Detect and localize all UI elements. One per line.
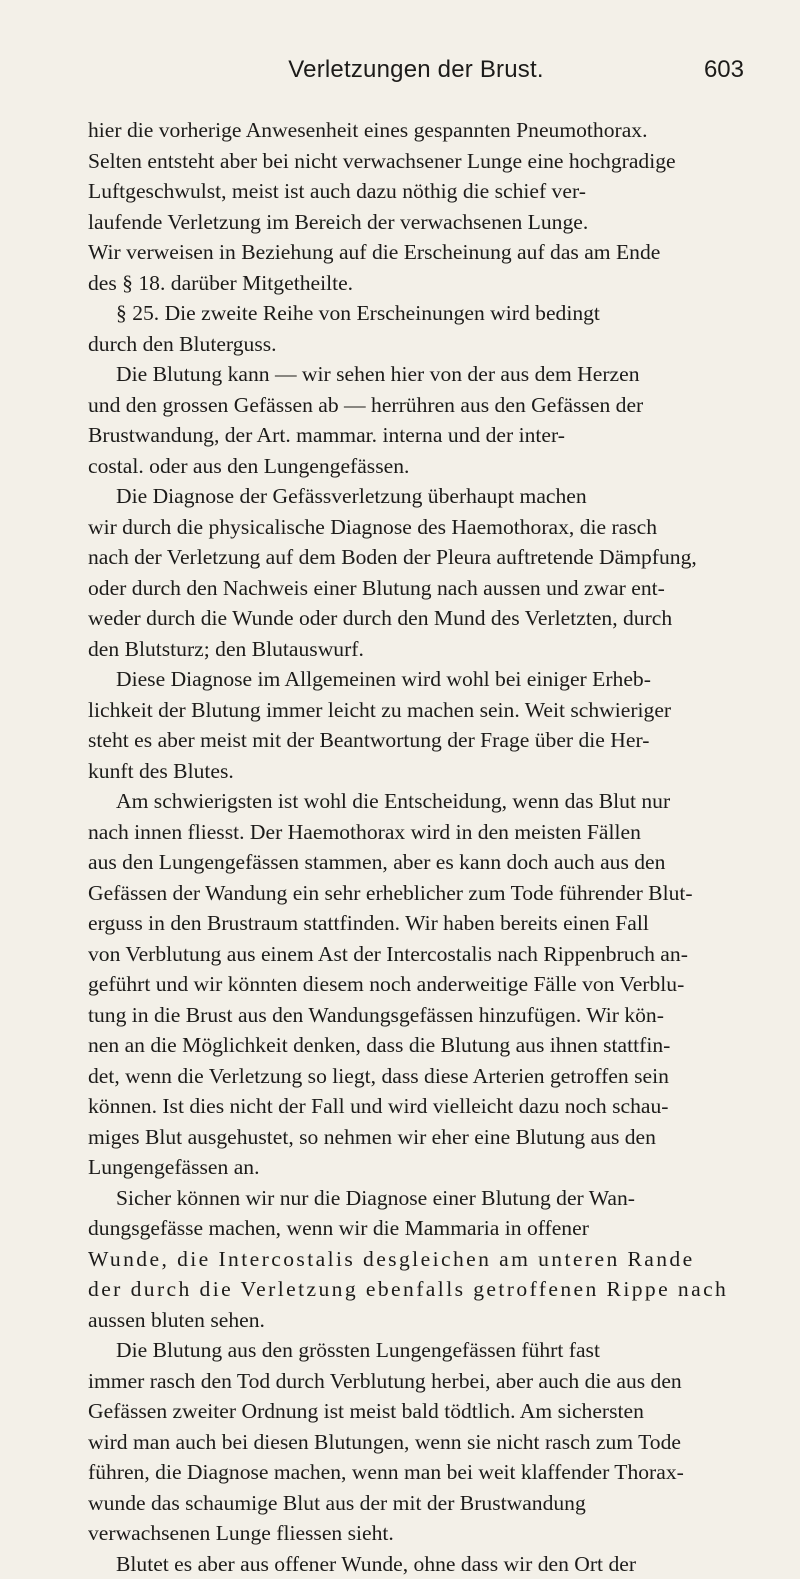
text-line: nach der Verletzung auf dem Boden der Pleura auftretende Dämpfung, bbox=[88, 542, 756, 573]
text-line: führen, die Diagnose machen, wenn man bei weit klaffender Thorax- bbox=[88, 1457, 756, 1488]
text-line: aus den Lungengefässen stammen, aber es kann doch auch aus den bbox=[88, 847, 756, 878]
text-line: wunde das schaumige Blut aus der mit der Brustwandung bbox=[88, 1488, 756, 1519]
text-line: Gefässen zweiter Ordnung ist meist bald tödtlich. Am sichersten bbox=[88, 1396, 756, 1427]
body-text bbox=[88, 115, 756, 1579]
text-line: Lungengefässen an. bbox=[88, 1152, 756, 1183]
text-line: miges Blut ausgehustet, so nehmen wir eher eine Blutung aus den bbox=[88, 1122, 756, 1153]
text-line: erguss in den Brustraum stattfinden. Wir haben bereits einen Fall bbox=[88, 908, 756, 939]
paragraph-start: Sicher können wir nur die Diagnose einer Blutung der Wan- bbox=[88, 1183, 756, 1214]
text-line: Gefässen der Wandung ein sehr erheblicher zum Tode führender Blut- bbox=[88, 878, 756, 909]
text-line: lichkeit der Blutung immer leicht zu machen sein. Weit schwieriger bbox=[88, 695, 756, 726]
text-line: wir durch die physicalische Diagnose des Haemothorax, die rasch bbox=[88, 512, 756, 543]
text-line: Wir verweisen in Beziehung auf die Erscheinung auf das am Ende bbox=[88, 237, 756, 268]
text-line: weder durch die Wunde oder durch den Mund des Verletzten, durch bbox=[88, 603, 756, 634]
text-line: durch den Bluterguss. bbox=[88, 329, 756, 360]
text-line: können. Ist dies nicht der Fall und wird vielleicht dazu noch schau- bbox=[88, 1091, 756, 1122]
text-line: Wunde, die Intercostalis desgleichen am unteren Rande bbox=[88, 1244, 756, 1275]
page-number: 603 bbox=[704, 56, 744, 84]
text-line: Luftgeschwulst, meist ist auch dazu nöthig die schief ver- bbox=[88, 176, 756, 207]
text-line: des § 18. darüber Mitgetheilte. bbox=[88, 268, 756, 299]
text-line: kunft des Blutes. bbox=[88, 756, 756, 787]
text-line: der durch die Verletzung ebenfalls getroffenen Rippe nach bbox=[88, 1274, 756, 1305]
text-line: costal. oder aus den Lungengefässen. bbox=[88, 451, 756, 482]
text-line: hier die vorherige Anwesenheit eines gespannten Pneumothorax. bbox=[88, 115, 756, 146]
text-line: laufende Verletzung im Bereich der verwachsenen Lunge. bbox=[88, 207, 756, 238]
text-line: dungsgefässe machen, wenn wir die Mammaria in offener bbox=[88, 1213, 756, 1244]
text-line: immer rasch den Tod durch Verblutung herbei, aber auch die aus den bbox=[88, 1366, 756, 1397]
text-line: geführt und wir könnten diesem noch anderweitige Fälle von Verblu- bbox=[88, 969, 756, 1000]
text-line: steht es aber meist mit der Beantwortung der Frage über die Her- bbox=[88, 725, 756, 756]
paragraph-start: Am schwierigsten ist wohl die Entscheidung, wenn das Blut nur bbox=[88, 786, 756, 817]
paragraph-start: Die Blutung kann — wir sehen hier von der aus dem Herzen bbox=[88, 359, 756, 390]
text-line: und den grossen Gefässen ab — herrühren aus den Gefässen der bbox=[88, 390, 756, 421]
text-line: den Blutsturz; den Blutauswurf. bbox=[88, 634, 756, 665]
paragraph-start: Blutet es aber aus offener Wunde, ohne dass wir den Ort der bbox=[88, 1549, 756, 1579]
text-line: nach innen fliesst. Der Haemothorax wird in den meisten Fällen bbox=[88, 817, 756, 848]
text-line: Selten entsteht aber bei nicht verwachsener Lunge eine hochgradige bbox=[88, 146, 756, 177]
paragraph-start: Die Blutung aus den grössten Lungengefässen führt fast bbox=[88, 1335, 756, 1366]
page-header bbox=[88, 56, 744, 86]
text-line: aussen bluten sehen. bbox=[88, 1305, 756, 1336]
text-line: von Verblutung aus einem Ast der Intercostalis nach Rippenbruch an- bbox=[88, 939, 756, 970]
paragraph-start: Diese Diagnose im Allgemeinen wird wohl bei einiger Erheb- bbox=[88, 664, 756, 695]
text-line: wird man auch bei diesen Blutungen, wenn sie nicht rasch zum Tode bbox=[88, 1427, 756, 1458]
text-line: verwachsenen Lunge fliessen sieht. bbox=[88, 1518, 756, 1549]
text-line: Brustwandung, der Art. mammar. interna und der inter- bbox=[88, 420, 756, 451]
text-line: oder durch den Nachweis einer Blutung nach aussen und zwar ent- bbox=[88, 573, 756, 604]
text-line: nen an die Möglichkeit denken, dass die Blutung aus ihnen stattfin- bbox=[88, 1030, 756, 1061]
text-line: tung in die Brust aus den Wandungsgefässen hinzufügen. Wir kön- bbox=[88, 1000, 756, 1031]
running-title: Verletzungen der Brust. bbox=[88, 56, 744, 84]
section-heading-line: § 25. Die zweite Reihe von Erscheinungen wird bedingt bbox=[88, 298, 756, 329]
paragraph-start: Die Diagnose der Gefässverletzung überhaupt machen bbox=[88, 481, 756, 512]
text-line: det, wenn die Verletzung so liegt, dass diese Arterien getroffen sein bbox=[88, 1061, 756, 1092]
